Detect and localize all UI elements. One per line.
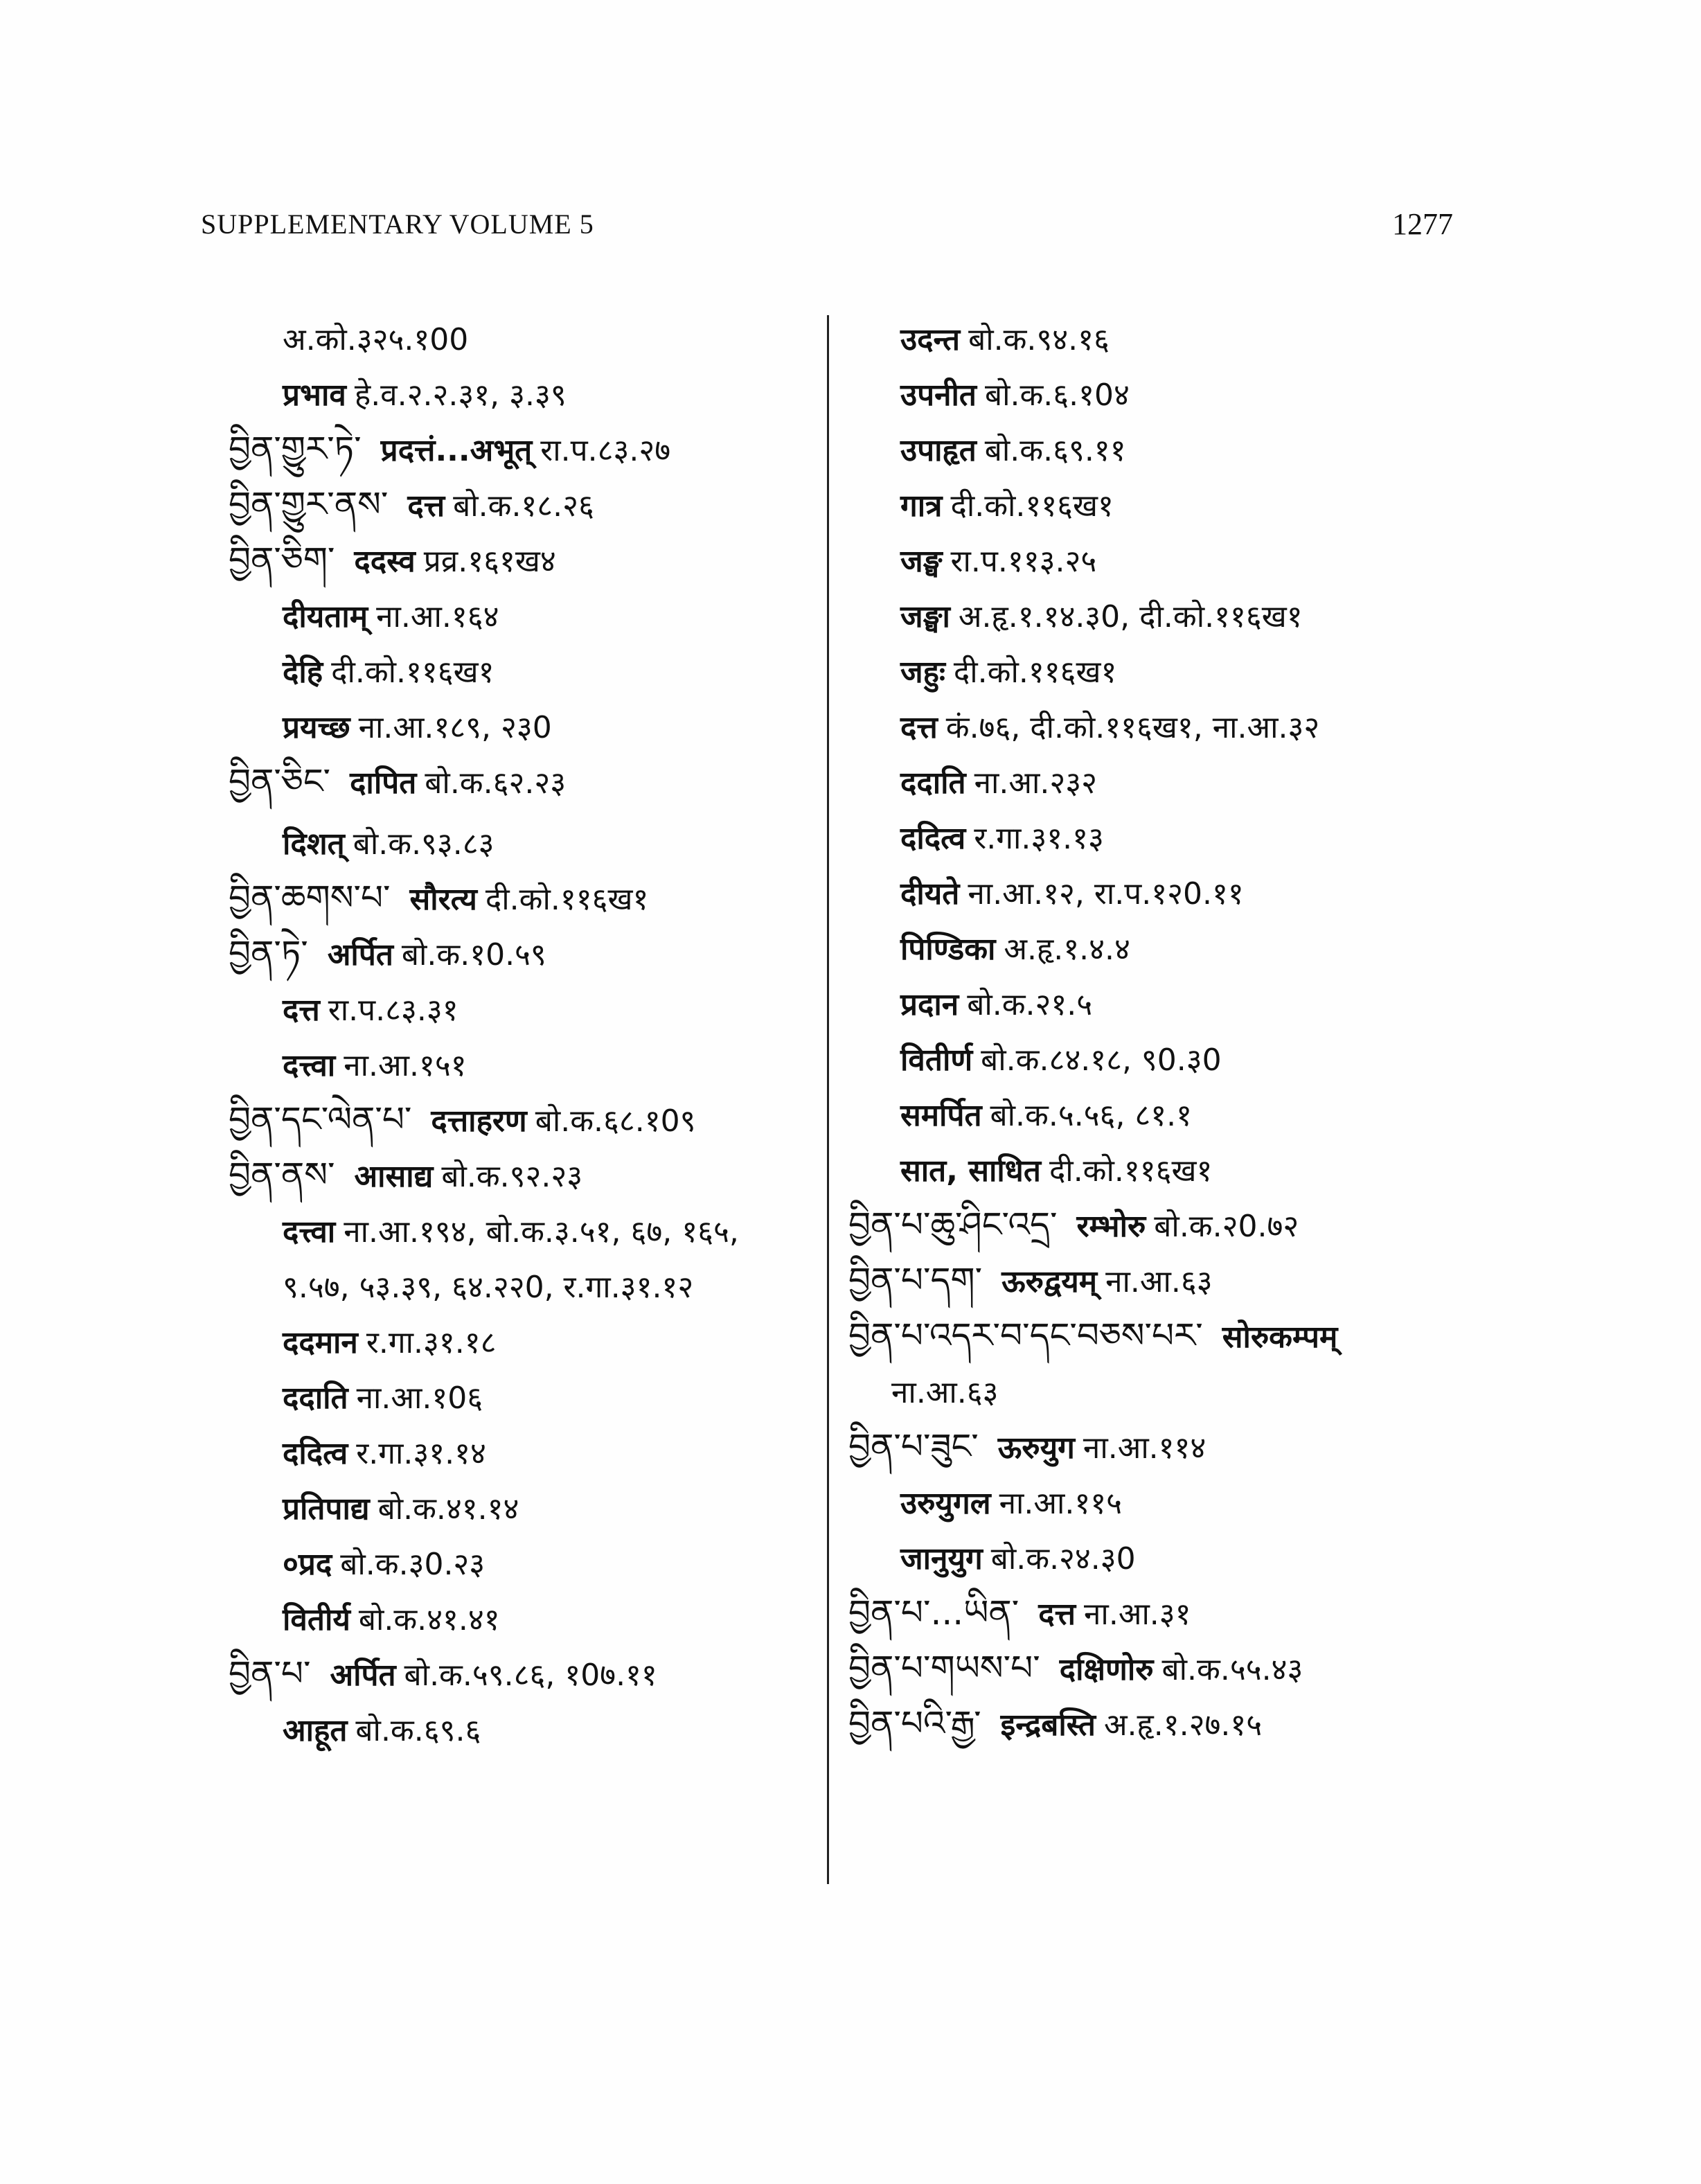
sanskrit-equivalent: दत्त: [407, 488, 445, 524]
entry-line: [283, 989, 458, 1030]
source-reference: दी.को.११६ख१: [485, 882, 649, 917]
entry-line: [900, 1039, 1222, 1080]
source-reference: बो.क.५९.८६, १0७.११: [404, 1658, 657, 1693]
sanskrit-equivalent: पिण्डिका: [900, 932, 996, 967]
sanskrit-equivalent: वितीर्य: [283, 1602, 350, 1637]
tibetan-headword: བྱིན་ནས་: [229, 1155, 335, 1195]
tibetan-headword: བྱིན་པ་ཆུ་ཤིང་འདྲ་: [848, 1205, 1058, 1245]
sanskrit-equivalent: ऊरुद्वयम्: [1001, 1264, 1098, 1299]
entry-line: [283, 596, 499, 637]
entry-line: [283, 319, 468, 359]
sanskrit-equivalent: अर्पित: [327, 937, 393, 973]
sanskrit-equivalent: ०प्रद: [283, 1547, 332, 1582]
sanskrit-equivalent: समर्पित: [900, 1098, 982, 1133]
entry-line: [229, 540, 556, 581]
tibetan-headword: བྱིན་གྱུར་ཏེ་: [229, 429, 362, 469]
sanskrit-equivalent: ददित्व: [283, 1436, 348, 1471]
source-reference: बो.क.४१.१४: [377, 1491, 519, 1527]
sanskrit-equivalent: दीयताम्: [283, 599, 368, 634]
sanskrit-equivalent: दत्ताहरण: [431, 1103, 527, 1139]
source-reference: ना.आ.१0६: [356, 1380, 483, 1416]
entry-line: [283, 1045, 467, 1085]
entry-line: [900, 873, 1244, 914]
source-reference: बो.क.९३.८३: [353, 826, 495, 862]
sanskrit-equivalent: दापित: [350, 765, 417, 801]
entry-line: [891, 1371, 999, 1412]
entry-line: [900, 817, 1104, 858]
sanskrit-equivalent: उपाहृत: [900, 433, 977, 468]
sanskrit-equivalent: अर्पित: [330, 1658, 396, 1693]
source-reference: बो.क.६२.२३: [425, 765, 567, 801]
source-reference: ना.आ.२३२: [974, 765, 1098, 801]
sanskrit-equivalent: प्रदान: [900, 987, 959, 1022]
entry-line: [283, 1432, 486, 1473]
sanskrit-equivalent: दत्त्वा: [283, 1048, 336, 1083]
entry-line: [283, 823, 495, 864]
source-reference: बो.क.३0.२३: [340, 1547, 486, 1582]
entry-line: [900, 928, 1130, 969]
sanskrit-equivalent: प्रभाव: [283, 378, 346, 413]
source-reference: अ.हृ.१.२७.१५: [1103, 1707, 1263, 1743]
source-reference: ९.५७, ५३.३९, ६४.२२0, र.गा.३१.१२: [283, 1270, 694, 1305]
entry-line: [848, 1205, 1299, 1246]
source-reference: कं.७६, दी.को.११६ख१, ना.आ.३२: [945, 710, 1320, 745]
source-reference: बो.क.८४.१८, ९0.३0: [981, 1042, 1222, 1078]
sanskrit-equivalent: सात, साधित: [900, 1153, 1041, 1189]
entry-line: [900, 762, 1097, 803]
tibetan-headword: བྱིན་པ་ཟུང་: [848, 1426, 979, 1466]
source-reference: बो.क.६.१0४: [985, 378, 1130, 413]
source-reference: बो.क.४१.४१: [358, 1602, 500, 1637]
tibetan-headword: བྱིན་དང་ལེན་པ་: [229, 1099, 412, 1139]
tibetan-headword: བྱིན་གྱུར་ནས་: [229, 484, 389, 524]
sanskrit-equivalent: आहूत: [283, 1713, 348, 1748]
entry-line: [848, 1316, 1346, 1357]
source-reference: बो.क.१८.२६: [453, 488, 594, 524]
entry-line: [283, 1543, 485, 1584]
tibetan-headword: བྱིན་ཅིང་: [229, 761, 331, 801]
sanskrit-equivalent: जङ्घ: [900, 544, 943, 579]
sanskrit-equivalent: उरुयुगल: [900, 1486, 991, 1521]
entry-line: [900, 707, 1319, 747]
entry-line: [283, 1599, 500, 1640]
entry-line: [900, 374, 1130, 415]
sanskrit-equivalent: जानुयुग: [900, 1541, 983, 1577]
source-reference: बो.क.१0.५९: [401, 937, 546, 973]
source-reference: बो.क.२४.३0: [990, 1541, 1136, 1577]
entry-line: [900, 1538, 1136, 1579]
sanskrit-equivalent: गात्र: [900, 488, 943, 524]
entry-line: [229, 1155, 582, 1196]
entry-line: [900, 540, 1096, 581]
source-reference: अ.को.३२५.१00: [283, 322, 469, 357]
sanskrit-equivalent: जङ्घा: [900, 599, 950, 634]
source-reference: प्रव्र.१६१ख४: [423, 544, 556, 579]
entry-line: [900, 651, 1116, 692]
sanskrit-equivalent: देहि: [283, 655, 323, 690]
tibetan-headword: བྱིན་པ་གཡས་པ་: [848, 1648, 1040, 1688]
entry-line: [848, 1261, 1213, 1302]
source-reference: बो.क.६९.११: [984, 433, 1126, 468]
entry-line: [900, 485, 1114, 526]
sanskrit-equivalent: दत्त: [283, 993, 320, 1028]
entry-line: [283, 1710, 481, 1750]
source-reference: ना.आ.१८९, २३0: [358, 710, 552, 745]
entry-line: [283, 1322, 497, 1362]
entry-line: [283, 707, 552, 747]
sanskrit-equivalent: ददस्व: [354, 544, 416, 579]
entry-line: [900, 1482, 1122, 1523]
entry-line: [900, 596, 1303, 637]
sanskrit-equivalent: दक्षिणोरु: [1059, 1652, 1154, 1687]
sanskrit-equivalent: उदन्त: [900, 322, 961, 357]
source-reference: बो.क.५५.४३: [1161, 1652, 1303, 1687]
entry-line: [229, 429, 670, 470]
entry-line: [229, 934, 546, 975]
entry-line: [283, 1377, 483, 1418]
entry-line: [283, 651, 495, 692]
sanskrit-equivalent: सोरुकम्पम्: [1222, 1320, 1338, 1355]
running-head: SUPPLEMENTARY VOLUME 5: [201, 208, 594, 240]
sanskrit-equivalent: दीयते: [900, 876, 960, 912]
source-reference: र.गा.३१.१८: [366, 1325, 497, 1360]
sanskrit-equivalent: दत्त: [1038, 1597, 1076, 1632]
tibetan-headword: བྱིན་པ་འདར་བ་དང་བཅས་པར་: [848, 1315, 1203, 1356]
tibetan-headword: བྱིན་པ་: [229, 1653, 311, 1694]
source-reference: ना.आ.१६४: [376, 599, 499, 634]
source-reference: अ.हृ.१.१४.३0, दी.को.११६ख१: [958, 599, 1303, 634]
entry-line: [229, 762, 566, 803]
sanskrit-equivalent: ददाति: [900, 765, 966, 801]
tibetan-headword: བྱིན་པའི་རྒྱ་: [848, 1703, 981, 1743]
source-reference: ना.आ.३१: [1084, 1597, 1191, 1632]
entry-line: [900, 1094, 1192, 1135]
entry-line: [848, 1427, 1206, 1468]
source-reference: ना.आ.११५: [999, 1486, 1122, 1521]
entry-line: [900, 319, 1110, 359]
source-reference: ना.आ.१२, रा.प.१२0.११: [968, 876, 1244, 912]
source-reference: बो.क.५.५६, ८१.१: [990, 1098, 1193, 1133]
sanskrit-equivalent: ददाति: [283, 1380, 348, 1416]
entry-line: [229, 485, 594, 526]
entry-line: [283, 374, 567, 415]
source-reference: बो.क.२0.७२: [1154, 1209, 1299, 1244]
source-reference: र.गा.३१.१३: [974, 821, 1104, 856]
sanskrit-equivalent: ऊरुयुग: [997, 1430, 1075, 1466]
sanskrit-equivalent: दत्त: [900, 710, 938, 745]
sanskrit-equivalent: प्रदत्तं...अभूत्: [380, 433, 533, 468]
source-reference: दी.को.११६ख१: [1049, 1153, 1213, 1189]
sanskrit-equivalent: प्रयच्छ: [283, 710, 350, 745]
source-reference: रा.प.८३.३१: [328, 993, 458, 1028]
entry-line: [229, 1100, 696, 1141]
sanskrit-equivalent: जहुः: [900, 655, 945, 690]
sanskrit-equivalent: उपनीत: [900, 378, 977, 413]
source-reference: हे.व.२.२.३१, ३.३९: [354, 378, 567, 413]
sanskrit-equivalent: सौरत्य: [409, 882, 477, 917]
entry-line: [229, 878, 648, 919]
tibetan-headword: བྱིན་པ་དག་: [848, 1260, 983, 1300]
source-reference: अ.हृ.१.४.४: [1004, 932, 1130, 967]
sanskrit-equivalent: इन्द्रबस्ति: [1000, 1707, 1096, 1743]
sanskrit-equivalent: ददमान: [283, 1325, 358, 1360]
entry-line: [900, 1150, 1212, 1191]
entry-line: [848, 1593, 1191, 1634]
entry-line: [229, 1654, 657, 1695]
source-reference: दी.को.११६ख१: [953, 655, 1117, 690]
source-reference: ना.आ.६३: [1105, 1264, 1213, 1299]
entry-line: [283, 1266, 693, 1307]
entry-line: [283, 1488, 519, 1529]
source-reference: बो.क.९४.१६: [968, 322, 1110, 357]
page-number: 1277: [1392, 207, 1453, 241]
source-reference: रा.प.११३.२५: [950, 544, 1097, 579]
sanskrit-equivalent: रम्भोरु: [1076, 1209, 1146, 1244]
tibetan-headword: བྱིན་ཅིག་: [229, 540, 335, 580]
source-reference: बो.क.६९.६: [355, 1713, 481, 1748]
entry-line: [848, 1649, 1303, 1689]
source-reference: ना.आ.६३: [891, 1375, 999, 1410]
column-divider: [827, 315, 829, 1884]
entry-line: [900, 984, 1092, 1024]
source-reference: बो.क.२१.५: [967, 987, 1093, 1022]
tibetan-headword: བྱིན་ཆགས་པ་: [229, 878, 391, 918]
entry-line: [900, 429, 1126, 470]
sanskrit-equivalent: दत्त्वा: [283, 1214, 336, 1250]
source-reference: ना.आ.११४: [1083, 1430, 1206, 1466]
source-reference: बो.क.६८.१0९: [535, 1103, 696, 1139]
sanskrit-equivalent: दिशत्: [283, 826, 345, 862]
entry-line: [848, 1704, 1262, 1745]
entry-line: [283, 1211, 739, 1252]
source-reference: दी.को.११६ख१: [331, 655, 495, 690]
sanskrit-equivalent: ददित्व: [900, 821, 966, 856]
source-reference: ना.आ.१५१: [344, 1048, 467, 1083]
source-reference: बो.क.९२.२३: [441, 1159, 583, 1194]
sanskrit-equivalent: प्रतिपाद्य: [283, 1491, 370, 1527]
sanskrit-equivalent: आसाद्य: [354, 1159, 434, 1194]
tibetan-headword: བྱིན་ཏེ་: [229, 933, 308, 973]
source-reference: दी.को.११६ख१: [950, 488, 1114, 524]
sanskrit-equivalent: वितीर्ण: [900, 1042, 973, 1078]
source-reference: ना.आ.१९४, बो.क.३.५१, ६७, १६५,: [344, 1214, 739, 1250]
tibetan-headword: བྱིན་པ་...ཡིན་: [848, 1592, 1019, 1633]
source-reference: र.गा.३१.१४: [356, 1436, 486, 1471]
source-reference: रा.प.८३.२७: [540, 433, 671, 468]
